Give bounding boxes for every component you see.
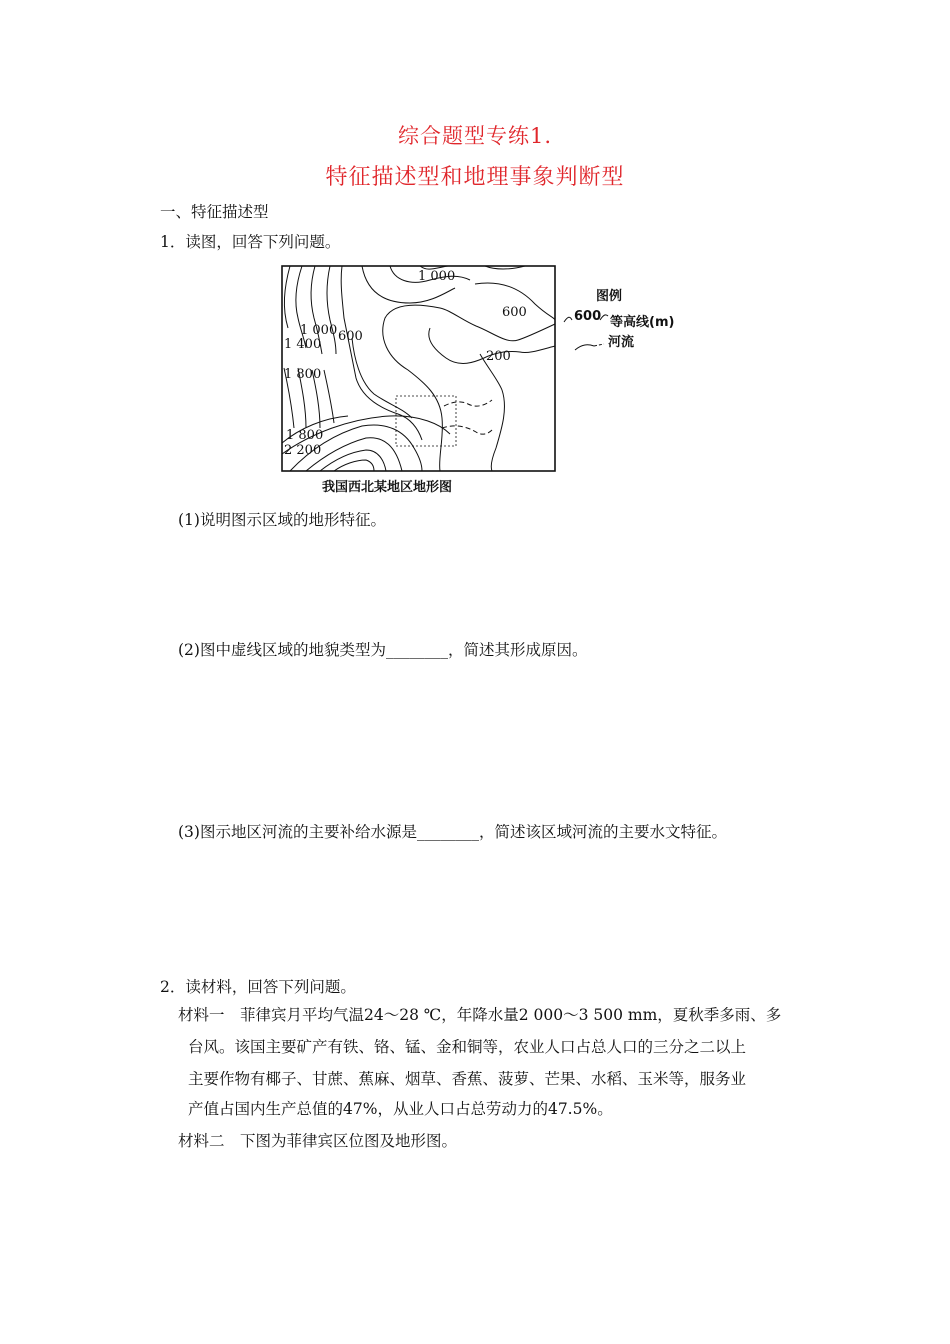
- legend-river-symbol-dashed: [594, 344, 604, 346]
- contour-line: [327, 266, 336, 354]
- q1-sub1: (1)说明图示区域的地形特征。: [178, 511, 386, 529]
- material2-line: 材料二 下图为菲律宾区位图及地形图。: [178, 1132, 458, 1150]
- contour-label: 200: [486, 349, 511, 364]
- q1-sub3: (3)图示地区河流的主要补给水源是________，简述该区域河流的主要水文特征。: [178, 823, 727, 841]
- contour-label: 2 200: [284, 443, 322, 458]
- material1-line: 台风。该国主要矿产有铁、铬、锰、金和铜等，农业人口占总人口的三分之二以上: [188, 1038, 747, 1056]
- contour-label: 1 400: [284, 337, 322, 352]
- contour-line: [352, 338, 412, 418]
- material1-line: 材料一 菲律宾月平均气温24～28 ℃，年降水量2 000～3 500 mm，夏秋季多雨、多: [178, 1006, 782, 1024]
- terrain-map-figure: [270, 258, 720, 498]
- section-heading: 一、特征描述型: [160, 203, 269, 221]
- legend-contour-value: 600: [574, 309, 602, 324]
- terrain-map: [270, 258, 720, 498]
- material1-line: 主要作物有椰子、甘蔗、蕉麻、烟草、香蕉、菠萝、芒果、水稻、玉米等，服务业: [188, 1070, 747, 1088]
- map-caption: 我国西北某地区地形图: [322, 480, 453, 495]
- contour-line: [341, 266, 422, 440]
- contour-label: 600: [338, 329, 363, 344]
- dashed-landform-box: [396, 396, 456, 446]
- legend-contour-symbol: [600, 315, 608, 320]
- legend-contour-symbol: [564, 317, 572, 322]
- q1-sub2: (2)图中虚线区域的地貌类型为________，简述其形成原因。: [178, 641, 588, 659]
- question-1-stem: 1．读图，回答下列问题。: [160, 233, 341, 251]
- legend-title: 图例: [596, 289, 623, 304]
- contour-line: [480, 354, 504, 471]
- legend-river-label: 河流: [608, 335, 635, 350]
- legend-contour-label: 等高线(m): [610, 315, 675, 330]
- contour-line: [284, 266, 290, 328]
- material1-line: 产值占国内生产总值的47%，从业人口占总劳动力的47.5%。: [188, 1100, 613, 1118]
- doc-title-line2: 特征描述型和地理事象判断型: [325, 165, 625, 190]
- contour-line: [324, 370, 334, 423]
- contour-label: 600: [502, 305, 527, 320]
- contour-label: 1 800: [286, 428, 324, 443]
- doc-title-line1: 综合题型专练1.: [397, 124, 553, 148]
- legend-river-symbol-solid: [575, 345, 594, 350]
- contour-line: [334, 460, 374, 471]
- river-line: [444, 400, 492, 406]
- contour-label: 1 000: [418, 269, 456, 284]
- contour-line: [320, 450, 386, 471]
- contour-label: 1 800: [284, 367, 322, 382]
- contour-label: 1 000: [300, 323, 338, 338]
- question-2-stem: 2．读材料，回答下列问题。: [160, 978, 356, 996]
